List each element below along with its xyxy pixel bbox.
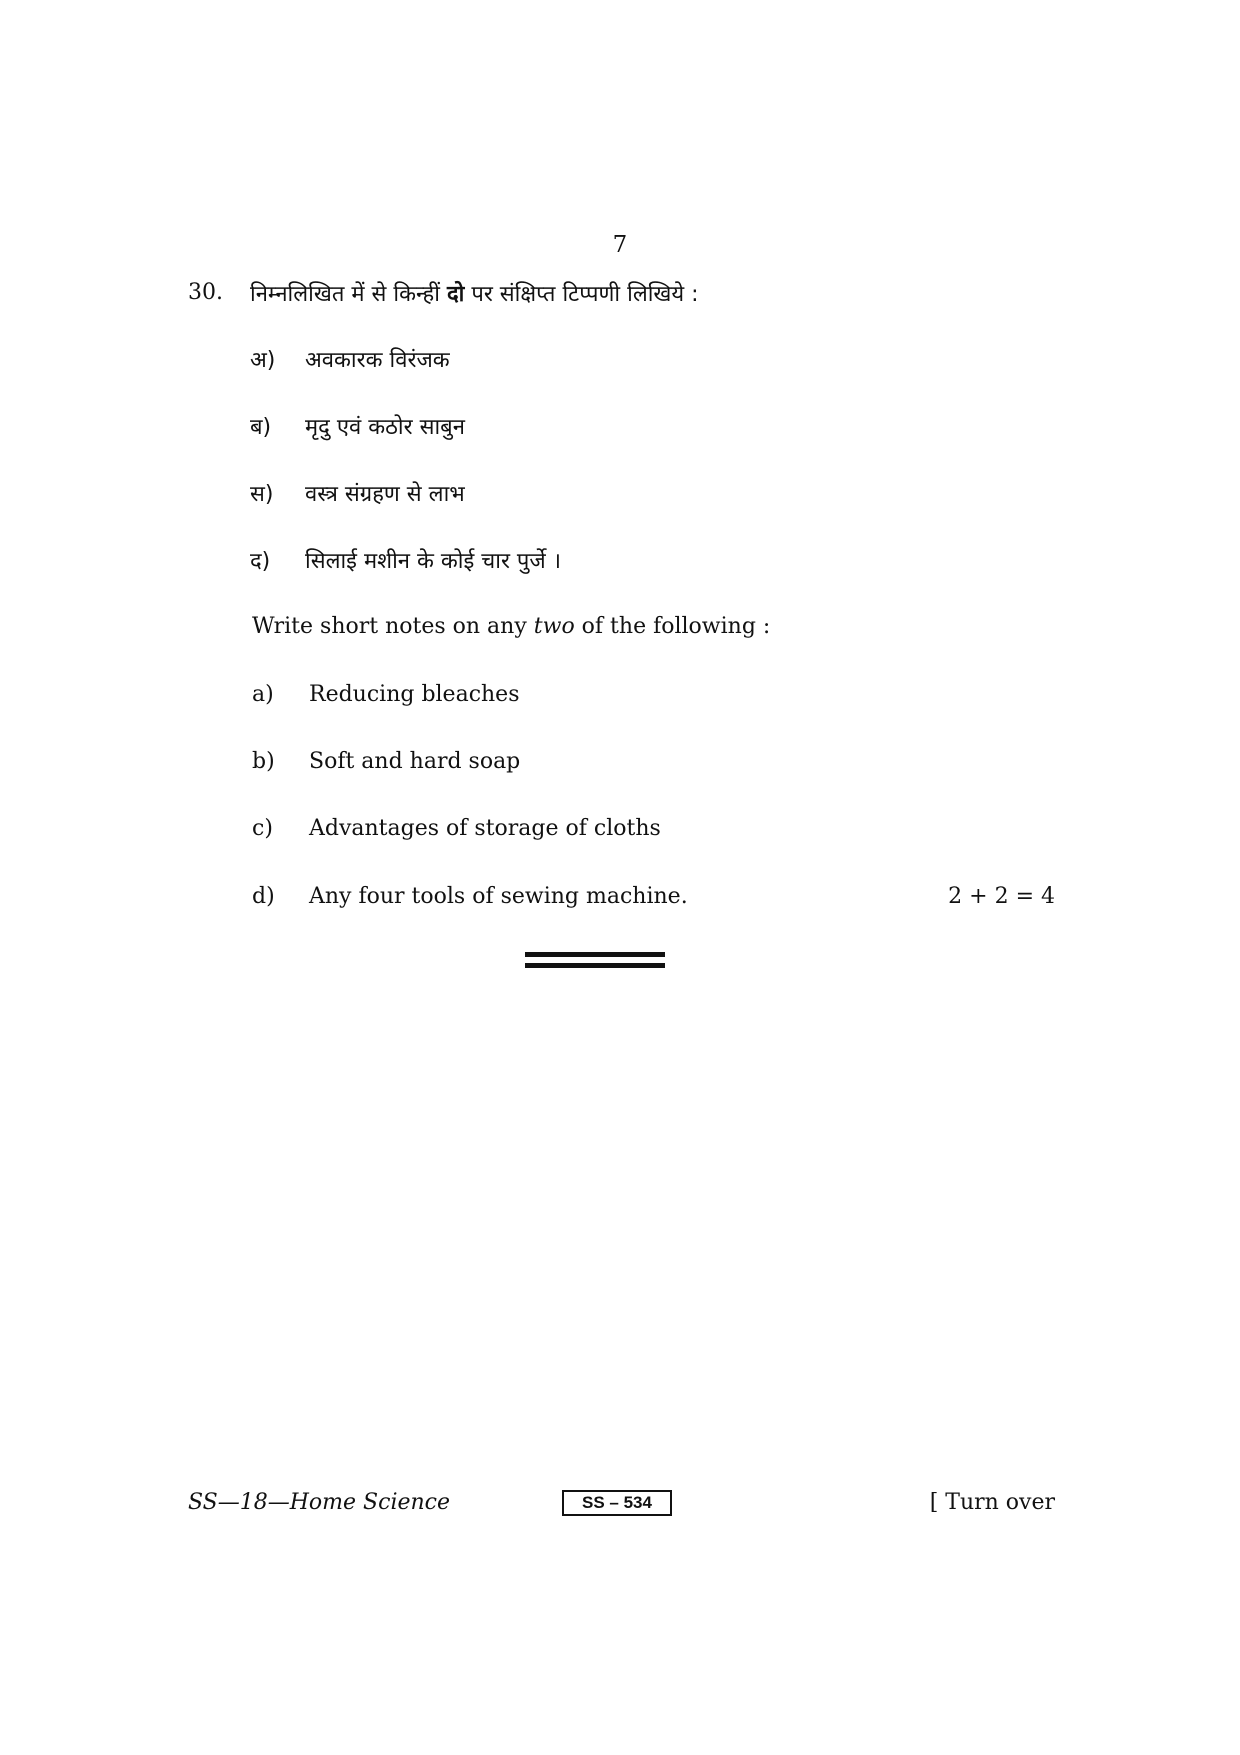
option-label: स) [250,482,274,507]
option-text: Soft and hard soap [309,749,521,774]
option-text: Reducing bleaches [309,682,520,707]
hindi-prompt-after: पर संक्षिप्त टिप्पणी लिखिये : [464,282,699,307]
hindi-prompt-bold: दो [446,282,465,307]
english-prompt-italic: two [533,614,575,639]
footer-paper-title: SS—18—Home Science [188,1490,451,1515]
question-number: 30. [188,280,223,305]
option-text: वस्त्र संग्रहण से लाभ [305,482,465,507]
option-text: सिलाई मशीन के कोई चार पुर्जे । [305,549,562,574]
english-question-prompt [252,614,770,639]
footer-turn-over: [ Turn over [929,1490,1055,1515]
hindi-prompt-before: निम्नलिखित में से किन्हीं [250,282,447,307]
divider-line [525,963,665,968]
marks-allocation: 2 + 2 = 4 [948,884,1055,909]
option-label: d) [252,884,275,909]
option-label: a) [252,682,274,707]
option-text: Any four tools of sewing machine. [309,884,688,909]
divider-line [525,952,665,957]
option-label: c) [252,816,273,841]
option-text: अवकारक विरंजक [305,348,450,373]
option-label: ब) [250,415,272,440]
page-number: 7 [612,232,628,258]
option-text: मृदु एवं कठोर साबुन [305,415,465,440]
option-label: अ) [250,348,276,373]
end-of-question-divider [525,952,665,968]
option-text: Advantages of storage of cloths [309,816,661,841]
option-label: द) [250,549,271,574]
option-label: b) [252,749,275,774]
hindi-question-prompt [250,278,699,308]
english-prompt-after: of the following : [574,614,771,639]
english-prompt-before: Write short notes on any [252,614,534,639]
footer-paper-code: SS – 534 [562,1490,672,1516]
